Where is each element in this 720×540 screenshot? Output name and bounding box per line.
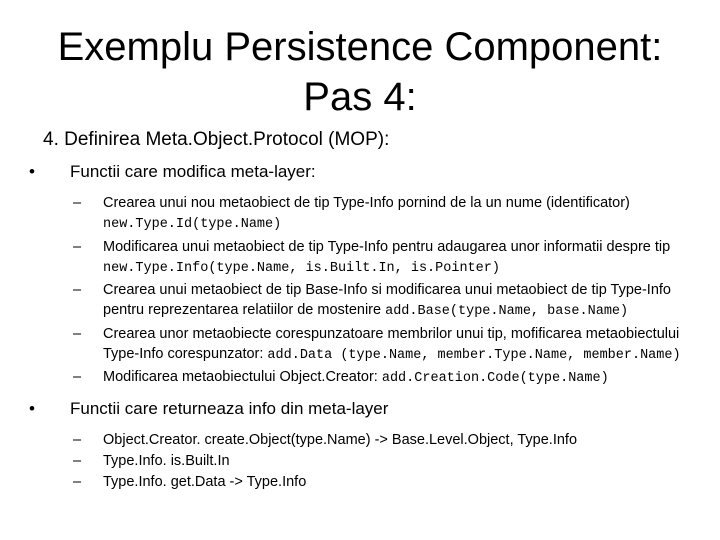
dash-icon: –	[73, 195, 82, 211]
sub-item-text: Type.Info. get.Data -> Type.Info	[103, 474, 307, 491]
dash-icon: –	[73, 431, 82, 448]
slide-title-line-2: Pas 4:	[303, 75, 417, 119]
sub-item	[43, 237, 703, 280]
sub-item-code: add.Base(type.Name, base.Name)	[385, 304, 629, 320]
sub-item-text: Modificarea unui metaobiect de tip Type-Info pentru adaugarea unor informatii despre tip	[103, 238, 671, 255]
sub-item-code: new.Type.Id(type.Name)	[103, 217, 282, 233]
sub-item	[43, 451, 703, 471]
sub-item-text: Crearea unor metaobiecte corespunzatoare membrilor unui tip, mofificarea metaobiectului Type-Info corespunzator:	[103, 325, 680, 363]
sub-item-code: add.Data (type.Name, member.Type.Name, member.Name)	[267, 348, 681, 364]
dash-icon: –	[73, 238, 82, 255]
dash-icon: –	[73, 452, 82, 469]
bullet-return-info	[29, 398, 703, 420]
dash-icon: –	[73, 325, 82, 342]
bullet-group-return	[29, 398, 703, 493]
sub-item-text: Modificarea metaobiectului Object.Creator:	[103, 369, 382, 386]
bullet-label: Functii care returneaza info din meta-layer	[70, 398, 389, 418]
slide-title-line-1: Exemplu Persistence Component:	[57, 25, 663, 69]
sub-item-text: Crearea unui nou metaobiect de tip Type-Info pornind de la un nume (identificator)	[103, 195, 630, 211]
slide-title	[0, 22, 720, 122]
dash-icon: –	[73, 369, 82, 386]
sub-item-code: add.Creation.Code(type.Name)	[381, 371, 609, 387]
dash-icon: –	[73, 474, 82, 491]
sub-item-text: Crearea unui metaobiect de tip Base-Info si modificarea unui metaobiect de tip Type-Info pentru reprezentarea relatiilor de mostenire	[103, 282, 671, 319]
sub-item	[43, 472, 703, 492]
section-heading: 4. Definirea Meta.Object.Protocol (MOP):	[43, 129, 390, 150]
sub-item-text: Object.Creator. create.Object(type.Name) -> Base.Level.Object, Type.Info	[103, 431, 578, 448]
sub-item-code: new.Type.Info(type.Name, is.Built.In, is.Pointer)	[103, 260, 500, 276]
sub-item-text: Type.Info. is.Built.In	[103, 452, 230, 469]
slide-body	[29, 128, 703, 501]
sub-item	[43, 280, 703, 323]
bullet-modify-meta-layer	[29, 161, 703, 183]
sub-item	[43, 367, 703, 389]
sub-item	[43, 193, 703, 236]
bullet-group-modify	[29, 161, 703, 390]
sub-item	[43, 430, 703, 450]
bullet-icon: •	[29, 398, 35, 418]
sub-item	[43, 324, 703, 367]
bullet-icon: •	[29, 162, 35, 181]
bullet-label: Functii care modifica meta-layer:	[70, 162, 316, 181]
dash-icon: –	[73, 282, 82, 299]
